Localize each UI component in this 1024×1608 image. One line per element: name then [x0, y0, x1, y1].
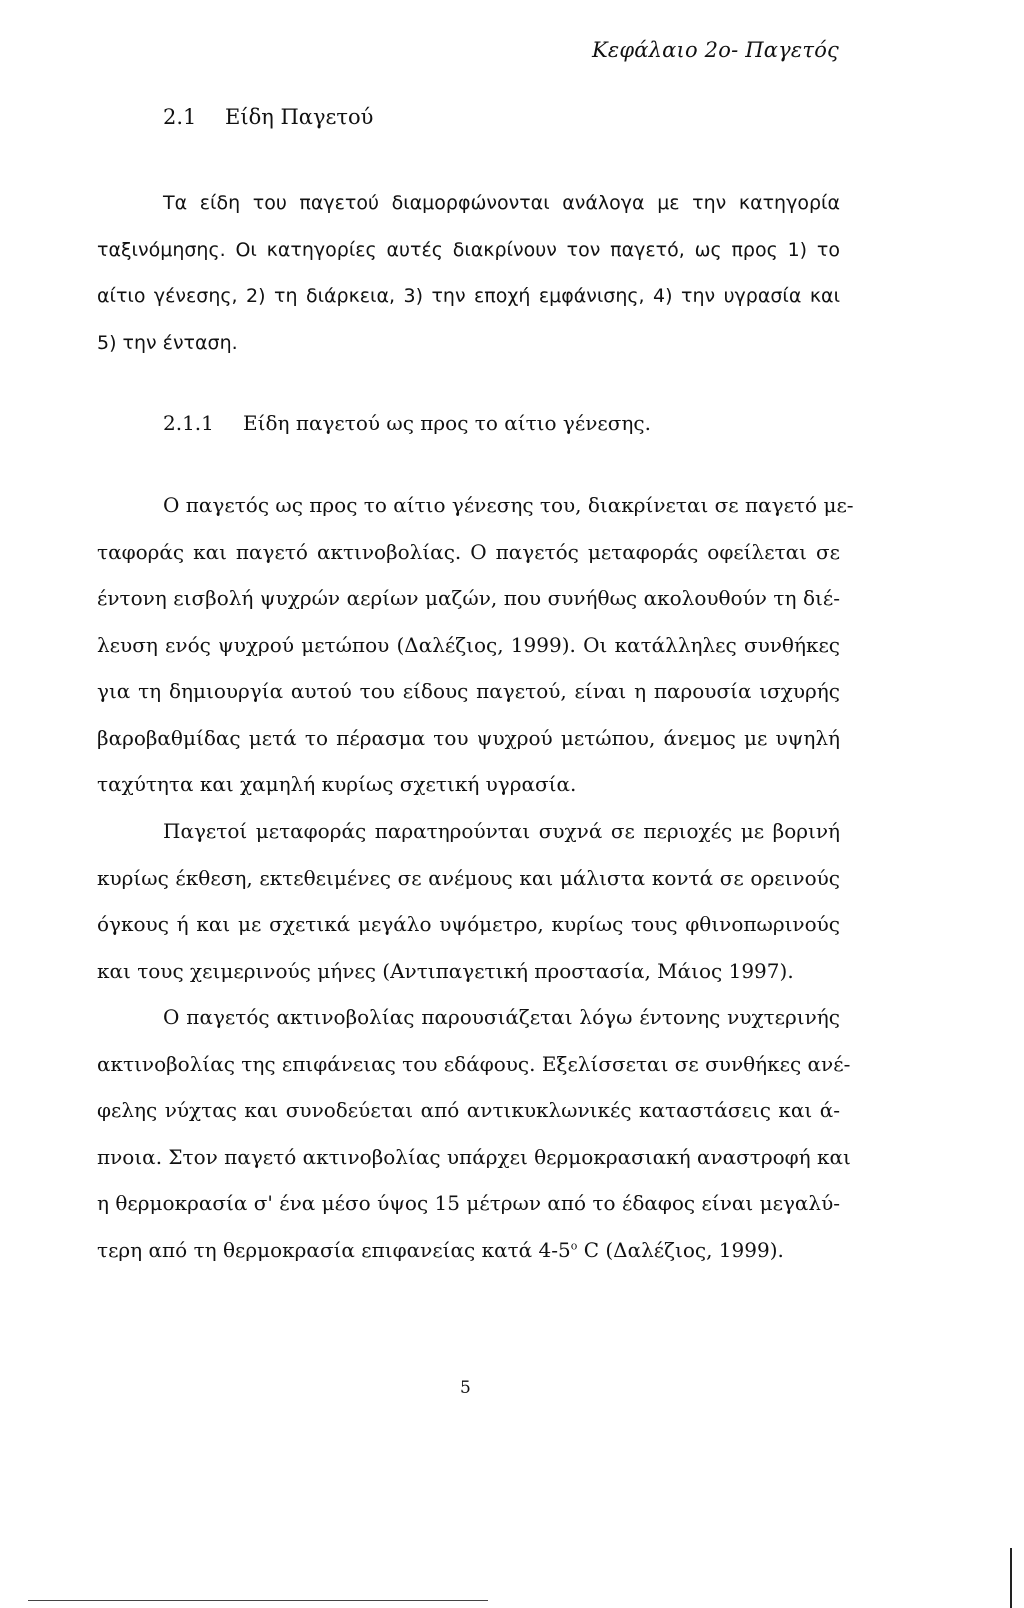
- degree-superscript: ο: [570, 1238, 578, 1252]
- text-segment: C (Δαλέζιος, 1999).: [577, 1237, 784, 1262]
- text-line: λευση ενός ψυχρού μετώπου (Δαλέζιος, 1999). Οι κατάλληλες συνθήκες: [97, 632, 840, 657]
- text-line: ακτινοβολίας της επιφάνειας του εδάφους. Εξελίσσεται σε συνθήκες ανέ-: [97, 1051, 851, 1076]
- text-line: βαροβαθμίδας μετά το πέρασμα του ψυχρού μετώπου, άνεμος με υψηλή: [97, 725, 840, 750]
- text-line: και τους χειμερινούς μήνες (Αντιπαγετική προστασία, Μάιος 1997).: [97, 958, 794, 983]
- page-number: 5: [460, 1378, 471, 1398]
- section-number: 2.1: [163, 105, 197, 129]
- text-line: αίτιο γένεσης, 2) τη διάρκεια, 3) την εποχή εμφάνισης, 4) την υγρασία και: [97, 285, 840, 307]
- text-line: για τη δημιουργία αυτού του είδους παγετού, είναι η παρουσία ισχυρής: [97, 679, 840, 703]
- scan-edge-mark: [1010, 1548, 1012, 1608]
- text-line: πνοια. Στον παγετό ακτινοβολίας υπάρχει θερμοκρασιακή αναστροφή και: [97, 1144, 851, 1169]
- paragraph-advection-frost: [97, 808, 840, 994]
- text-line: Παγετοί μεταφοράς παρατηρούνται συχνά σε περιοχές με βορινή: [163, 819, 840, 843]
- text-line-final: [97, 1227, 840, 1274]
- text-line: φελης νύχτας και συνοδεύεται από αντικυκλωνικές καταστάσεις και ά-: [97, 1098, 840, 1122]
- subsection-heading: [163, 411, 651, 435]
- text-line: ταφοράς και παγετό ακτινοβολίας. Ο παγετός μεταφοράς οφείλεται σε: [97, 539, 840, 564]
- text-line: ταχύτητα και χαμηλή κυρίως σχετική υγρασία.: [97, 772, 577, 796]
- text-line: 5) την ένταση.: [97, 331, 238, 354]
- text-line: Ο παγετός ακτινοβολίας παρουσιάζεται λόγω έντονης νυχτερινής: [163, 1005, 840, 1029]
- paragraph-radiation-frost: [97, 994, 851, 1273]
- intro-paragraph: [97, 180, 840, 366]
- text-line: έντονη εισβολή ψυχρών αερίων μαζών, που συνήθως ακολουθούν τη διέ-: [97, 586, 840, 610]
- text-line: όγκους ή και με σχετικά μεγάλο υψόμετρο, κυρίως τους φθινοπωρινούς: [97, 912, 840, 936]
- section-title: Είδη Παγετού: [225, 105, 374, 129]
- running-header: Κεφάλαιο 2ο- Παγετός: [592, 38, 839, 62]
- footer-divider: [28, 1600, 488, 1601]
- text-line: Τα είδη του παγετού διαμορφώνονται ανάλογα με την κατηγορία: [163, 192, 840, 214]
- section-heading: [163, 105, 373, 129]
- text-line: η θερμοκρασία σ' ένα μέσο ύψος 15 μέτρων από το έδαφος είναι μεγαλύ-: [97, 1191, 840, 1215]
- text-line: κυρίως έκθεση, εκτεθειμένες σε ανέμους και μάλιστα κοντά σε ορεινούς: [97, 865, 840, 890]
- text-segment: τερη από τη θερμοκρασία επιφανείας κατά 4-5: [97, 1237, 571, 1262]
- subsection-title: Είδη παγετού ως προς το αίτιο γένεσης.: [243, 411, 651, 435]
- text-line: ταξινόμησης. Οι κατηγορίες αυτές διακρίνουν τον παγετό, ως προς 1) το: [97, 238, 840, 261]
- subsection-number: 2.1.1: [163, 411, 214, 435]
- text-line: Ο παγετός ως προς το αίτιο γένεσης του, διακρίνεται σε παγετό με-: [163, 493, 854, 517]
- paragraph-frost-types: [97, 482, 854, 808]
